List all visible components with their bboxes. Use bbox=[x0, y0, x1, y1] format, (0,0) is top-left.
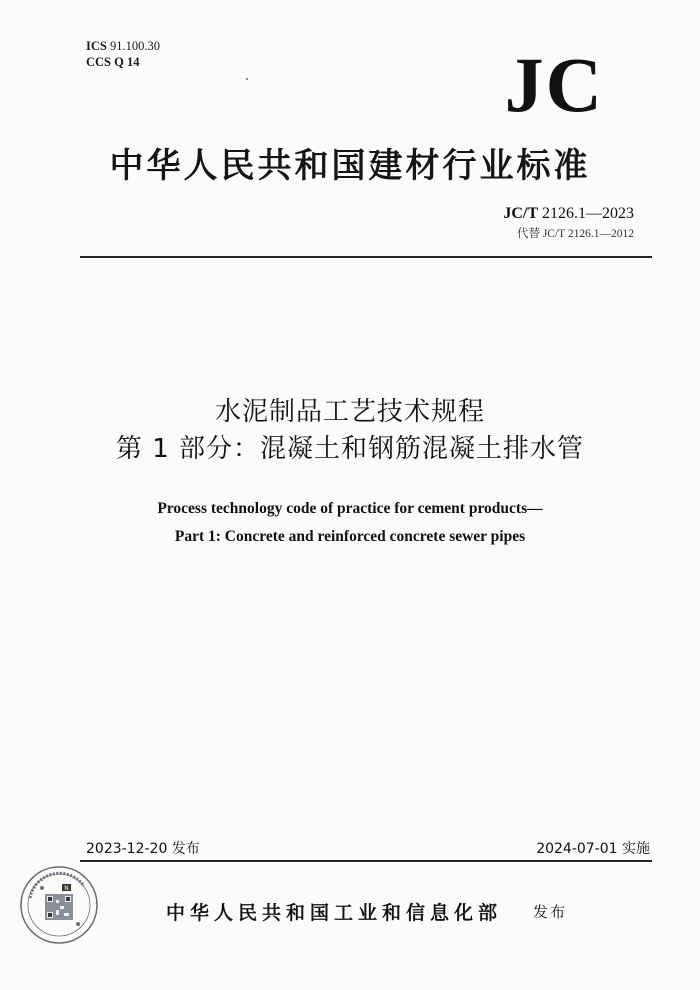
ics-label: ICS bbox=[86, 39, 107, 53]
standard-category-title: 中华人民共和国建材行业标准 bbox=[109, 146, 591, 186]
classification-codes bbox=[86, 38, 160, 70]
bottom-divider bbox=[80, 860, 652, 862]
ics-value: 91.100.30 bbox=[109, 39, 160, 53]
standard-code-number: 2126.1—2023 bbox=[542, 205, 634, 222]
implementation-date: 2024-07-01 实施 bbox=[536, 841, 650, 857]
standard-code-block bbox=[503, 205, 634, 241]
svg-text:N: N bbox=[64, 885, 69, 892]
title-en-line1: Process technology code of practice for cement products— bbox=[157, 500, 543, 517]
jc-logo: JC bbox=[504, 41, 604, 128]
title-en-line2: Part 1: Concrete and reinforced concrete sewer pipes bbox=[174, 528, 526, 545]
replaces-note: 代替 JC/T 2126.1—2012 bbox=[516, 228, 634, 240]
ccs-row bbox=[86, 54, 160, 70]
speck-mark bbox=[246, 78, 248, 80]
title-cn-line2: 第 1 部分：混凝土和钢筋混凝土排水管 bbox=[115, 434, 585, 464]
title-cn-line1: 水泥制品工艺技术规程 bbox=[214, 397, 485, 427]
standard-code-prefix: JC/T bbox=[503, 205, 538, 222]
anti-counterfeit-seal-icon bbox=[18, 864, 100, 946]
issue-action-label: 发布 bbox=[533, 903, 568, 921]
ics-row bbox=[86, 38, 160, 54]
ccs-label: CCS bbox=[86, 55, 112, 69]
issuing-authority: 中华人民共和国工业和信息化部 bbox=[166, 902, 503, 924]
standard-code bbox=[503, 205, 634, 223]
issue-date: 2023-12-20 发布 bbox=[86, 841, 200, 857]
ccs-value: Q 14 bbox=[114, 55, 140, 69]
top-divider bbox=[80, 256, 652, 258]
